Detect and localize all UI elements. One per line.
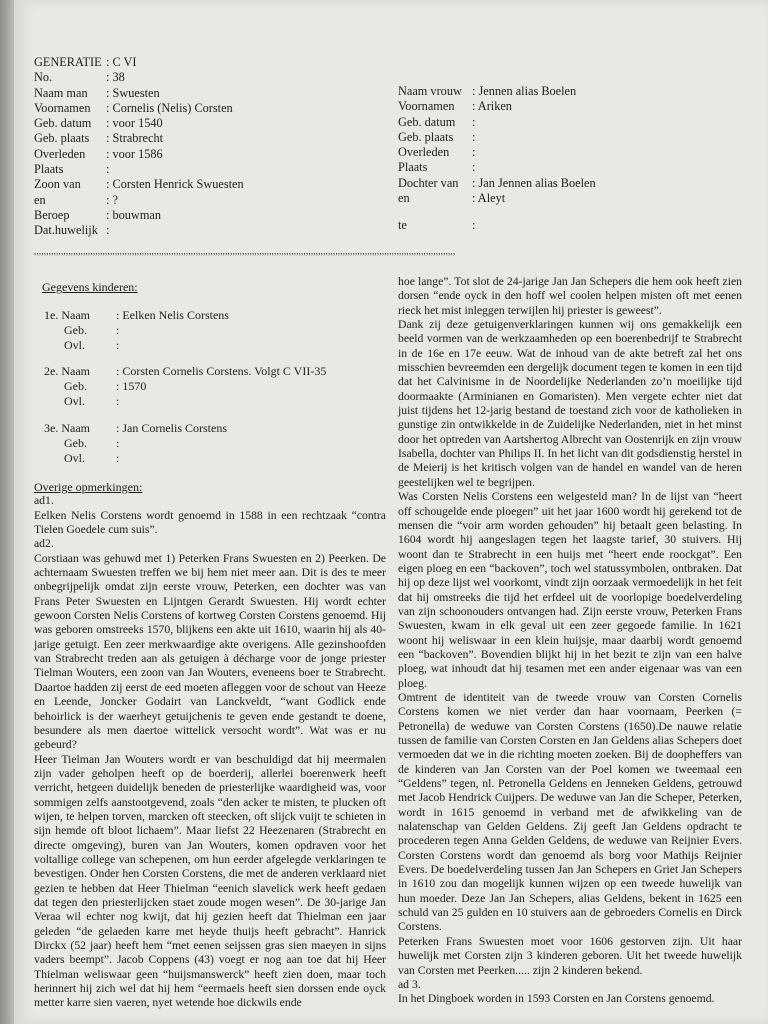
ad3-text: In het Dingboek worden in 1593 Corsten en Jan Corstens genoemd.	[398, 992, 715, 1006]
ad3-label: ad 3.	[398, 977, 421, 991]
remarks-paragraph: Peterken Frans Swuesten moet voor 1606 gestorven zijn. Uit haar huwelijk met Corsten zijn 3 kinderen geboren. Uit het tweede huwelijk van Corsten met Peerken..... zijn 2 kinderen bekend.	[398, 934, 742, 977]
death-label: Ovl.	[64, 451, 85, 465]
field-row	[34, 116, 384, 131]
field-value: : Strabrecht	[106, 131, 164, 146]
field-value: : C VI	[106, 55, 137, 69]
birth-label: Geb.	[64, 323, 87, 337]
field-label: Naam vrouw	[398, 84, 462, 98]
field-value: : Jan Jennen alias Boelen	[472, 175, 596, 190]
field-label: Plaats	[398, 160, 428, 175]
field-label: Overleden	[398, 145, 450, 160]
child-block	[44, 421, 364, 466]
child-death-row	[44, 451, 364, 466]
field-label: Geb. plaats	[34, 131, 90, 146]
field-label: Zoon van	[34, 177, 81, 192]
child-block	[44, 364, 364, 409]
field-label: en	[398, 191, 410, 206]
field-label: Dat.huwelijk	[34, 223, 98, 238]
birth-value: : 1570	[116, 379, 147, 393]
field-row	[398, 191, 738, 206]
child-block	[44, 308, 364, 353]
ad2-paragraph: Corstiaan was gehuwd met 1) Peterken Frans Swuesten en 2) Peerken. De achternaam Swuesten treffen we bij hem niet meer aan. Dit is des te meer onbegrijpelijk omdat zijn eerste vrouw, Peterken, een dochter was van Frans Peter Swuesten en Lijntgen Gerardt Swuesten. Hij wordt echter gewoon Corsten Nelis Corstens of kortweg Corsten Corstens genoemd. Hij was geboren omstreeks 1570, blijkens een akte uit 1610, waarin hij als 40-jarige getuigt. Een zeer merkwaardige akte overigens. Alle gezinshoofden van Strabrecht treden aan als getuigen à décharge voor de jonge priester Tielman Wouters, een zoon van Jan Wouters, eveneens boer te Strabrecht. Daartoe hadden zij eerst de eed moeten afleggen voor de schout van Heeze en Leende, Joncker Godairt van Lanckveldt, “want Godlick ende behoirlick is der waerheyt getuijchenis te geven ende gestandt te doene, besundere als men daertoe wittelick versocht wordt”. Wat was er nu gebeurd?	[34, 551, 386, 752]
child-name: : Corsten Cornelis Corstens. Volgt C VII-35	[116, 364, 327, 378]
child-name-row	[44, 308, 364, 323]
remarks-paragraph: Was Corsten Nelis Corstens een welgesteld man? In de lijst van “heert off schougelde ende ploegen” uit het jaar 1600 wordt hij gerekend tot de mensen die “voir arm worden gehouden” hij betaalt geen belasting. In 1604 wordt hij aangeslagen tegen het laagste tarief, 30 stuivers. Hij woont dan te Strabrecht in een huijs met “heert ende roockgat”. Een eigen ploeg en een “backoven”, toch wel statussymbolen, ontbraken. Dat hij op deze lijst wel voorkomt, vindt zijn oorzaak vermoedelijk in het feit dat hij omstreeks die tijd het erfdeel uit de voorlopige boedelverdeling van zijn schoonouders ontvangen had. Zijn eerste vrouw, Peterken Frans Swuesten, kwam in elk geval uit een zeer gegoede familie. In 1621 woont hij weliswaar in een klein huijsje, maar daarbij wordt genoemd een “backoven”. Bovendien blijkt hij in het bezit te zijn van een halve ploeg, wat inhoudt dat hij tesamen met een ander eigenaar was van een ploeg.	[398, 490, 742, 690]
field-row	[34, 70, 384, 85]
field-row	[34, 131, 384, 146]
field-label: Geb. plaats	[398, 129, 454, 144]
field-value: :	[472, 114, 476, 129]
child-birth-row	[44, 379, 364, 394]
field-row	[398, 99, 738, 114]
field-value: : voor 1540	[106, 116, 163, 131]
field-row	[398, 160, 738, 175]
child-name: : Jan Cornelis Corstens	[116, 421, 227, 435]
field-row	[34, 208, 384, 223]
death-value: :	[116, 394, 120, 408]
child-birth-row	[44, 436, 364, 451]
field-row	[398, 176, 738, 191]
field-row	[34, 193, 384, 208]
field-label: te	[398, 218, 407, 232]
field-row	[398, 218, 738, 233]
field-row	[34, 101, 384, 116]
field-value: : Corsten Henrick Swuesten	[106, 177, 244, 192]
field-value: :	[472, 145, 476, 160]
field-row	[34, 86, 384, 101]
remarks-heading: Overige opmerkingen:	[34, 480, 143, 494]
husband-fields	[34, 55, 384, 239]
death-label: Ovl.	[64, 338, 85, 352]
field-value: : bouwman	[106, 207, 161, 222]
field-label: Geb. datum	[398, 114, 456, 129]
field-label: Plaats	[34, 162, 64, 177]
remarks-right-column	[398, 275, 742, 1007]
birth-label: Geb.	[64, 379, 87, 393]
field-value: : ?	[106, 192, 118, 207]
field-value: : Cornelis (Nelis) Corsten	[106, 100, 233, 115]
field-value: : 38	[106, 70, 125, 85]
field-row	[398, 145, 738, 160]
field-label: en	[34, 192, 46, 207]
child-label: 3e. Naam	[44, 421, 90, 435]
field-value: : Swuesten	[106, 85, 160, 100]
child-birth-row	[44, 323, 364, 338]
field-label: Voornamen	[398, 99, 455, 114]
field-label: Voornamen	[34, 100, 91, 115]
wife-fields	[398, 84, 738, 206]
child-name-row	[44, 364, 364, 379]
child-label: 2e. Naam	[44, 364, 90, 378]
field-label: Beroep	[34, 207, 70, 222]
death-value: :	[116, 338, 120, 352]
child-name: : Eelken Nelis Corstens	[116, 308, 229, 322]
field-value: : Aleyt	[472, 191, 506, 206]
child-death-row	[44, 394, 364, 409]
ad2-label: ad2.	[34, 537, 54, 551]
remarks-paragraph: Omtrent de identiteit van de tweede vrouw van Corsten Cornelis Corstens komen we niet verder dan haar voornaam, Peerken (= Petronella) de weduwe van Corsten Corstens (1650).De nauwe relatie tussen de familie van Corsten Corsten en Jan Geldens alias Schepers doet vermoeden dat we in die richting moeten zoeken. Bij de doopheffers van de kinderen van Jan Corsten van der Poel komen we tweemaal een “Geldens” tegen, nl. Petronella Geldens en Jenneken Geldens, getrouwd met Jacob Hendrick Cuijpers. De weduwe van Jan die Scheper, Peterken, wordt in 1615 genoemd in verband met de afwikkeling van de nalatenschap van Gelden Geldens. Zij geeft Jan Geldens opdracht te procederen tegen Anna Gelden Geldens, de weduwe van Reijnier Evers. Corsten Corstens wordt dan genoemd als borg voor Mathijs Reijnier Evers. De boedelverdeling tussen Jan Jan Schepers en Griet Jan Schepers in 1610 zou dan mogelijk kunnen wijzen op een tweede huwelijk van hun moeder. Deze Jan Jan Schepers, alias Geldens, bekent in 1625 een schuld van 25 gulden en 10 stuivers aan de gebroeders Cornelis en Dirck Corstens.	[398, 690, 742, 934]
field-label: Naam man	[34, 85, 88, 100]
birth-value: :	[116, 436, 120, 450]
ad2-paragraph: Heer Tielman Jan Wouters wordt er van beschuldigd dat hij meermalen zijn vader geholpen heeft op de boerderij, allerlei boerenwerk heeft verricht, hetgeen duidelijk beneden de priesterlijke waardigheid was, voor sommigen zelfs aanstootgevend, zoals “den acker te misten, te plucken oft wijen, te helpen torven, marcken oft steecken, oft slijck vuijt te schieten in sijn hemde oft bloot lichaem”. Maar liefst 22 Heezenaren (Strabrecht en directe omgeving), buren van Jan Wouters, komen opdraven voor het voltallige college van schepenen, om hun eerder afgelegde verklaringen te bevestigen. Onder hen Corsten Corstens, die met de anderen verklaard niet gezien te hebben dat Heer Thielman “eenich slavelick werk heeft gedaen dat tegen den priesterlijcken staet zoude mogen wesen”. De 30-jarige Jan Veraa wil echter nog kwijt, dat hij gezien heeft dat Thielman een jaar geleden “de gelaeden karre met heyde thuijs heeft gebracht”. Hanrick Dirckx (52 jaar) heeft hem “met eenen seijssen gras sien maeyen in sijns vaders beempt”. Jacob Coppens (43) voegt er nog aan toe dat hij Heer Thielman weliswaar geen “huijsmanswerck” heeft zien doen, maar toch herinnert hij zich wel dat hij hem “eermaels heeft sien dorssen ende oyck metter karre sien vaeren, nyet wetende hoe dickwils ende	[34, 752, 386, 1010]
child-death-row	[44, 338, 364, 353]
child-name-row	[44, 421, 364, 436]
ad1-label: ad1.	[34, 494, 54, 508]
child-label: 1e. Naam	[44, 308, 90, 322]
birth-label: Geb.	[64, 436, 87, 450]
field-row	[34, 223, 384, 238]
remarks-paragraph: hoe lange”. Tot slot de 24-jarige Jan Jan Schepers die hem ook heeft zien dorsen “ende oyck in den hoff wel coolen helpen misten oft met eenen rieck het mist inleggen terwijlen hij priester is geweest”.	[398, 275, 742, 317]
field-row	[398, 115, 738, 130]
field-value: :	[472, 160, 476, 175]
field-value: :	[472, 218, 476, 232]
birth-value: :	[116, 323, 120, 337]
field-row	[34, 177, 384, 192]
death-label: Ovl.	[64, 394, 85, 408]
field-value: :	[106, 162, 110, 177]
field-label: Dochter van	[398, 175, 459, 190]
field-value: : voor 1586	[106, 146, 163, 161]
remarks-left-column	[34, 480, 386, 1011]
field-row	[34, 162, 384, 177]
field-value: :	[472, 129, 476, 144]
field-row	[398, 130, 738, 145]
field-value: : Ariken	[472, 99, 512, 114]
field-value: :	[106, 223, 110, 238]
te-field	[398, 218, 738, 233]
field-label: GENERATIE	[34, 55, 102, 69]
field-label: Geb. datum	[34, 116, 92, 131]
remarks-paragraph: Dank zij deze getuigenverklaringen kunnen wij ons gemakkelijk een beeld vormen van de werkzaamheden op een boerenbedrijf te Strabrecht in de 16e en 17e eeuw. Wat de inhoud van de akte betreft zal het ons misschien bevreemden een dergelijk document tegen te komen in een tijd dat het Calvinisme in de Noordelijke Nederlanden zo’n moeilijke tijd doormaakte (Arminianen en Gomaristen). Men vergete echter niet dat juist tijdens het 12-jarig bestand de toestand zich voor de katholieken in gunstige zin ontwikkelde in de Zuidelijke Nederlanden, niet in het minst door het optreden van Aartshertog Albrecht van Oostenrijk en zijn vrouw Isabella, dochter van Philips II. In het licht van dit godsdienstig herstel in de Meierij is het kritisch volgen van de handel en wandel van de heren geestelijken wel te begrijpen.	[398, 318, 742, 489]
field-value: : Jennen alias Boelen	[472, 84, 577, 98]
ad1-text: Eelken Nelis Corstens wordt genoemd in 1588 in een rechtzaak “contra Tielen Goedele cum suis”.	[34, 508, 386, 537]
field-label: Overleden	[34, 146, 86, 161]
field-label: No.	[34, 70, 53, 85]
dotted-separator: ,,,,,,,,,,,,,,,,,,,,,,,,,,,,,,,,,,,,,,,,,,,,,,,,,,,,,,,,,,,,,,,,,,,,,,,,,,,,,,,,,,,,,,,,,,,,,,,,,,,,,,,,,,,,,,,,,,,,,,,,,,,,,,,,,,,,,,,,,,,,,,,,,,,,,,,,,,,,,,,,,,,,,,,,,,,,	[34, 246, 456, 256]
children-heading: Gegevens kinderen:	[42, 280, 138, 294]
field-row	[398, 84, 738, 99]
death-value: :	[116, 451, 120, 465]
field-row	[34, 55, 384, 70]
book-gutter-shadow	[0, 0, 14, 1024]
field-row	[34, 147, 384, 162]
